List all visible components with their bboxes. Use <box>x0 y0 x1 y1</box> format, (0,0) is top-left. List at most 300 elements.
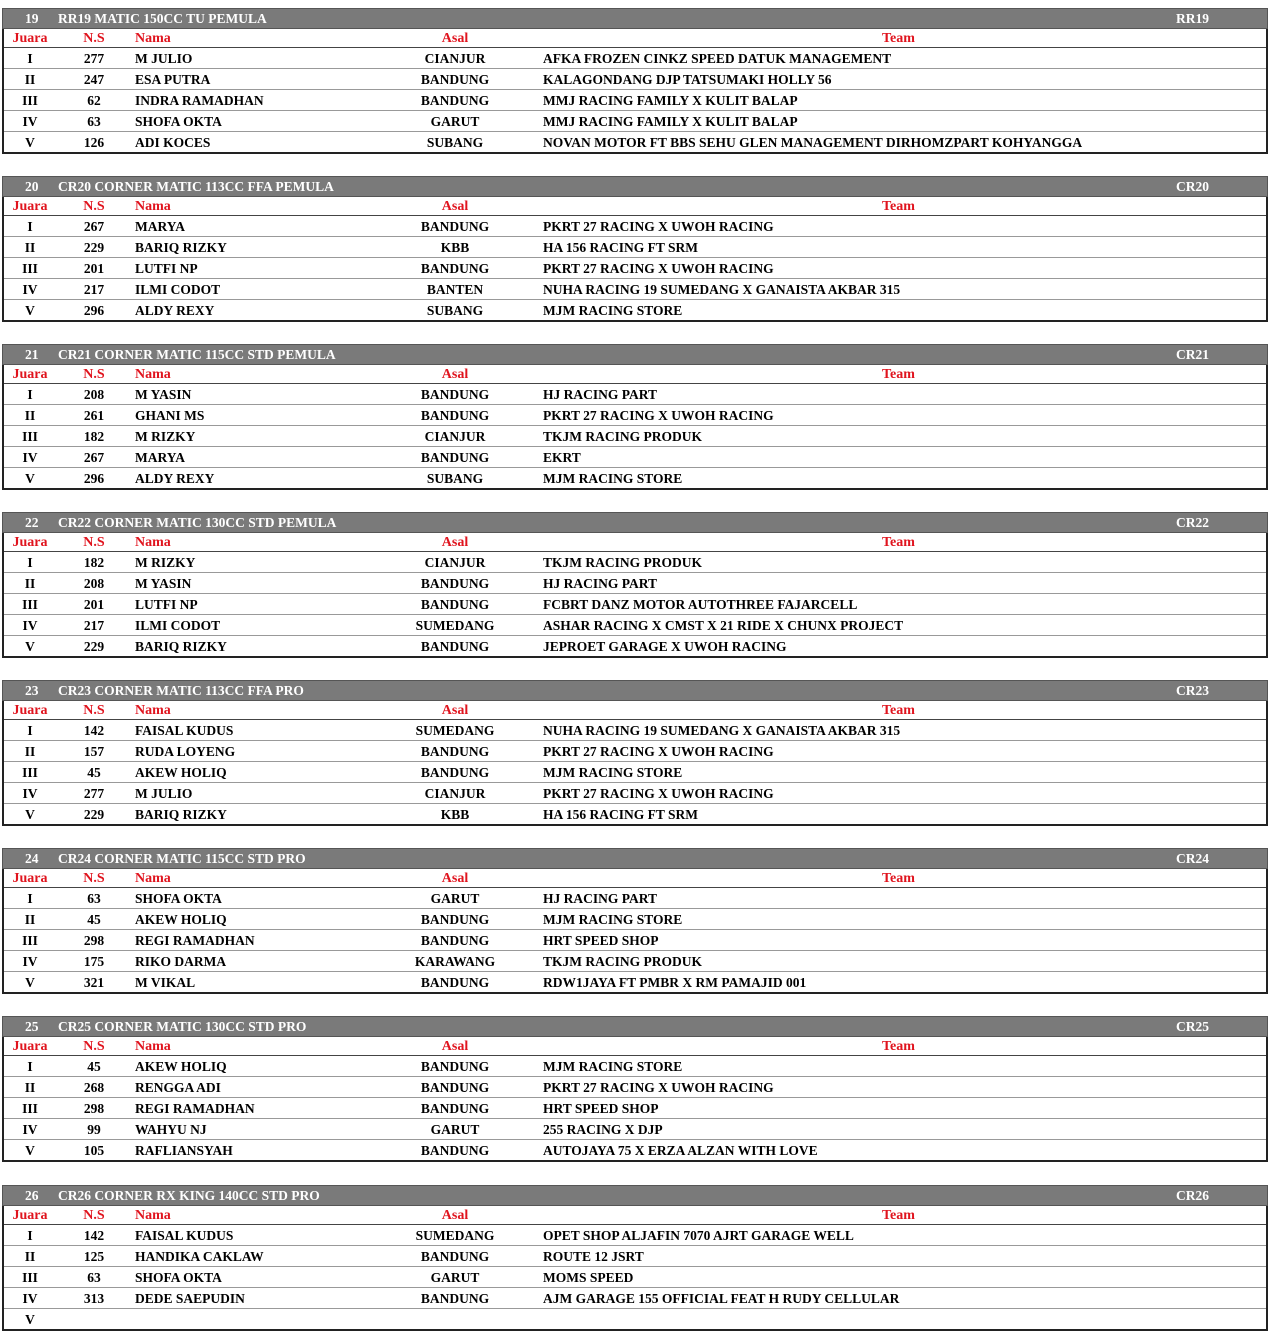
number-cell: 45 <box>87 1059 101 1074</box>
column-header-nama: Nama <box>135 1039 171 1054</box>
origin-cell: BANDUNG <box>420 219 490 234</box>
column-header-ns: N.S <box>83 367 105 382</box>
table-row <box>2 405 1268 426</box>
column-header-asal: Asal <box>441 31 469 46</box>
column-header-row <box>2 365 1268 384</box>
rider-name-cell: M JULIO <box>135 786 193 801</box>
origin-cell: CIANJUR <box>424 786 486 801</box>
number-cell: 261 <box>83 408 105 423</box>
table-row <box>2 1309 1268 1331</box>
number-cell: 277 <box>83 51 105 66</box>
column-header-asal: Asal <box>441 871 469 886</box>
table-row <box>2 216 1268 237</box>
origin-cell: BANDUNG <box>420 1249 490 1264</box>
rider-name-cell: WAHYU NJ <box>135 1122 207 1137</box>
class-number: 19 <box>25 11 39 26</box>
rank-cell: V <box>25 471 35 486</box>
rank-cell: III <box>22 1101 38 1116</box>
origin-cell: SUBANG <box>426 471 484 486</box>
rank-cell: V <box>25 1312 35 1327</box>
table-row <box>2 1098 1268 1119</box>
rank-cell: II <box>24 912 36 927</box>
team-cell: HRT SPEED SHOP <box>543 933 659 948</box>
rank-cell: IV <box>22 282 38 297</box>
number-cell: 142 <box>83 723 105 738</box>
team-cell: HRT SPEED SHOP <box>543 1101 659 1116</box>
rank-cell: V <box>25 303 35 318</box>
number-cell: 298 <box>83 933 105 948</box>
class-number: 22 <box>25 515 39 530</box>
rider-name-cell: ALDY REXY <box>135 303 215 318</box>
class-title-bar <box>2 8 1268 29</box>
origin-cell: GARUT <box>430 1122 480 1137</box>
rider-name-cell: ILMI CODOT <box>135 618 221 633</box>
column-header-ns: N.S <box>83 871 105 886</box>
team-cell: FCBRT DANZ MOTOR AUTOTHREE FAJARCELL <box>543 597 858 612</box>
number-cell: 229 <box>83 639 105 654</box>
table-row <box>2 783 1268 804</box>
team-cell: MJM RACING STORE <box>543 912 683 927</box>
column-header-nama: Nama <box>135 199 171 214</box>
origin-cell: BANDUNG <box>420 1080 490 1095</box>
table-row <box>2 1267 1268 1288</box>
rank-cell: IV <box>22 1122 38 1137</box>
column-header-row <box>2 701 1268 720</box>
column-header-nama: Nama <box>135 535 171 550</box>
rider-name-cell: FAISAL KUDUS <box>135 723 234 738</box>
origin-cell: BANDUNG <box>420 765 490 780</box>
table-row <box>2 90 1268 111</box>
rank-cell: I <box>27 51 33 66</box>
column-header-ns: N.S <box>83 199 105 214</box>
rider-name-cell: MARYA <box>135 219 186 234</box>
rider-name-cell: RAFLIANSYAH <box>135 1143 233 1158</box>
column-header-asal: Asal <box>441 1208 469 1223</box>
rank-cell: III <box>22 1270 38 1285</box>
rank-cell: III <box>22 597 38 612</box>
number-cell: 63 <box>87 891 101 906</box>
column-header-row <box>2 1037 1268 1056</box>
table-row <box>2 1119 1268 1140</box>
column-header-asal: Asal <box>441 367 469 382</box>
origin-cell: BANDUNG <box>420 744 490 759</box>
number-cell: 313 <box>83 1291 105 1306</box>
number-cell: 105 <box>83 1143 105 1158</box>
rider-name-cell: AKEW HOLIQ <box>135 912 227 927</box>
team-cell: AUTOJAYA 75 X ERZA ALZAN WITH LOVE <box>543 1143 818 1158</box>
table-row <box>2 1246 1268 1267</box>
class-title-bar <box>2 680 1268 701</box>
class-title-bar <box>2 344 1268 365</box>
number-cell: 268 <box>83 1080 105 1095</box>
rank-cell: I <box>27 387 33 402</box>
number-cell: 62 <box>87 93 101 108</box>
class-number: 25 <box>25 1019 39 1034</box>
number-cell: 157 <box>83 744 105 759</box>
class-title: CR25 CORNER MATIC 130CC STD PRO <box>58 1019 307 1034</box>
team-cell: TKJM RACING PRODUK <box>543 555 702 570</box>
class-number: 24 <box>25 851 39 866</box>
number-cell: 201 <box>83 261 105 276</box>
class-title-bar <box>2 1185 1268 1206</box>
table-row <box>2 615 1268 636</box>
rank-cell: I <box>27 1228 33 1243</box>
column-header-ns: N.S <box>83 1208 105 1223</box>
table-row <box>2 237 1268 258</box>
rider-name-cell: ADI KOCES <box>135 135 211 150</box>
rank-cell: II <box>24 1080 36 1095</box>
team-cell: OPET SHOP ALJAFIN 7070 AJRT GARAGE WELL <box>543 1228 854 1243</box>
rider-name-cell: REGI RAMADHAN <box>135 933 255 948</box>
origin-cell: GARUT <box>430 114 480 129</box>
class-title-bar <box>2 512 1268 533</box>
origin-cell: BANDUNG <box>420 408 490 423</box>
rider-name-cell: GHANI MS <box>135 408 205 423</box>
column-header-asal: Asal <box>441 199 469 214</box>
rider-name-cell: ESA PUTRA <box>135 72 211 87</box>
origin-cell: BANDUNG <box>420 450 490 465</box>
team-cell: PKRT 27 RACING X UWOH RACING <box>543 261 774 276</box>
origin-cell: BANDUNG <box>420 1291 490 1306</box>
table-row <box>2 258 1268 279</box>
column-header-team: Team <box>882 199 915 214</box>
class-number: 26 <box>25 1188 39 1203</box>
rider-name-cell: RUDA LOYENG <box>135 744 236 759</box>
table-row <box>2 573 1268 594</box>
column-header-asal: Asal <box>441 703 469 718</box>
rank-cell: V <box>25 975 35 990</box>
origin-cell: KARAWANG <box>414 954 496 969</box>
origin-cell: CIANJUR <box>424 555 486 570</box>
class-title: RR19 MATIC 150CC TU PEMULA <box>58 11 267 26</box>
rank-cell: II <box>24 1249 36 1264</box>
table-row <box>2 447 1268 468</box>
table-row <box>2 111 1268 132</box>
origin-cell: KBB <box>440 807 470 822</box>
team-cell: TKJM RACING PRODUK <box>543 429 702 444</box>
number-cell: 298 <box>83 1101 105 1116</box>
origin-cell: BANDUNG <box>420 1143 490 1158</box>
rank-cell: II <box>24 408 36 423</box>
team-cell: PKRT 27 RACING X UWOH RACING <box>543 1080 774 1095</box>
table-row <box>2 300 1268 322</box>
class-title: CR24 CORNER MATIC 115CC STD PRO <box>58 851 306 866</box>
rank-cell: I <box>27 891 33 906</box>
table-row <box>2 552 1268 573</box>
number-cell: 182 <box>83 555 105 570</box>
column-header-team: Team <box>882 1208 915 1223</box>
origin-cell: KBB <box>440 240 470 255</box>
column-header-row <box>2 29 1268 48</box>
team-cell: MMJ RACING FAMILY X KULIT BALAP <box>543 93 798 108</box>
team-cell: 255 RACING X DJP <box>543 1122 663 1137</box>
origin-cell: BANDUNG <box>420 1101 490 1116</box>
column-header-ns: N.S <box>83 1039 105 1054</box>
column-header-juara: Juara <box>12 1208 48 1223</box>
origin-cell: BANDUNG <box>420 387 490 402</box>
rider-name-cell: M VIKAL <box>135 975 196 990</box>
rider-name-cell: INDRA RAMADHAN <box>135 93 264 108</box>
column-header-juara: Juara <box>12 703 48 718</box>
team-cell: PKRT 27 RACING X UWOH RACING <box>543 786 774 801</box>
team-cell: PKRT 27 RACING X UWOH RACING <box>543 219 774 234</box>
table-row <box>2 888 1268 909</box>
table-row <box>2 720 1268 741</box>
rider-name-cell: RIKO DARMA <box>135 954 227 969</box>
team-cell: EKRT <box>543 450 581 465</box>
rank-cell: II <box>24 576 36 591</box>
team-cell: HJ RACING PART <box>543 891 658 906</box>
table-row <box>2 1077 1268 1098</box>
number-cell: 267 <box>83 219 105 234</box>
table-row <box>2 1288 1268 1309</box>
table-row <box>2 909 1268 930</box>
table-row <box>2 1056 1268 1077</box>
team-cell: HA 156 RACING FT SRM <box>543 240 699 255</box>
class-code: CR23 <box>1176 683 1209 698</box>
table-row <box>2 426 1268 447</box>
class-title-bar <box>2 176 1268 197</box>
column-header-juara: Juara <box>12 535 48 550</box>
column-header-asal: Asal <box>441 1039 469 1054</box>
class-number: 21 <box>25 347 39 362</box>
number-cell: 175 <box>83 954 105 969</box>
column-header-juara: Juara <box>12 31 48 46</box>
team-cell: ASHAR RACING X CMST X 21 RIDE X CHUNX PROJECT <box>543 618 904 633</box>
table-row <box>2 804 1268 826</box>
rider-name-cell: SHOFA OKTA <box>135 114 222 129</box>
origin-cell: CIANJUR <box>424 51 486 66</box>
rider-name-cell: M RIZKY <box>135 555 196 570</box>
column-header-juara: Juara <box>12 367 48 382</box>
team-cell: TKJM RACING PRODUK <box>543 954 702 969</box>
class-number: 23 <box>25 683 39 698</box>
team-cell: HA 156 RACING FT SRM <box>543 807 699 822</box>
rider-name-cell: M YASIN <box>135 387 192 402</box>
rider-name-cell: ILMI CODOT <box>135 282 221 297</box>
number-cell: 208 <box>83 576 105 591</box>
rank-cell: V <box>25 135 35 150</box>
rank-cell: V <box>25 807 35 822</box>
rider-name-cell: LUTFI NP <box>135 597 198 612</box>
number-cell: 126 <box>83 135 105 150</box>
origin-cell: BANDUNG <box>420 975 490 990</box>
class-title-bar <box>2 848 1268 869</box>
rank-cell: V <box>25 1143 35 1158</box>
number-cell: 296 <box>83 303 105 318</box>
team-cell: MJM RACING STORE <box>543 765 683 780</box>
origin-cell: BANDUNG <box>420 1059 490 1074</box>
team-cell: RDW1JAYA FT PMBR X RM PAMAJID 001 <box>543 975 807 990</box>
rider-name-cell: SHOFA OKTA <box>135 1270 222 1285</box>
table-row <box>2 741 1268 762</box>
table-row <box>2 279 1268 300</box>
team-cell: AFKA FROZEN CINKZ SPEED DATUK MANAGEMENT <box>543 51 892 66</box>
rank-cell: I <box>27 1059 33 1074</box>
table-row <box>2 48 1268 69</box>
class-title: CR22 CORNER MATIC 130CC STD PEMULA <box>58 515 337 530</box>
table-row <box>2 762 1268 783</box>
number-cell: 208 <box>83 387 105 402</box>
column-header-row <box>2 1206 1268 1225</box>
rider-name-cell: FAISAL KUDUS <box>135 1228 234 1243</box>
table-row <box>2 1225 1268 1246</box>
team-cell: MJM RACING STORE <box>543 471 683 486</box>
team-cell: PKRT 27 RACING X UWOH RACING <box>543 744 774 759</box>
number-cell: 63 <box>87 114 101 129</box>
rank-cell: II <box>24 744 36 759</box>
team-cell: MOMS SPEED <box>543 1270 634 1285</box>
rank-cell: IV <box>22 786 38 801</box>
rider-name-cell: AKEW HOLIQ <box>135 1059 227 1074</box>
rider-name-cell: AKEW HOLIQ <box>135 765 227 780</box>
rank-cell: I <box>27 723 33 738</box>
column-header-team: Team <box>882 1039 915 1054</box>
table-row <box>2 69 1268 90</box>
origin-cell: GARUT <box>430 891 480 906</box>
table-row <box>2 594 1268 615</box>
table-row <box>2 930 1268 951</box>
column-header-row <box>2 869 1268 888</box>
origin-cell: BANDUNG <box>420 576 490 591</box>
rank-cell: III <box>22 261 38 276</box>
column-header-team: Team <box>882 535 915 550</box>
rider-name-cell: MARYA <box>135 450 186 465</box>
column-header-nama: Nama <box>135 367 171 382</box>
rider-name-cell: BARIQ RIZKY <box>135 639 227 654</box>
origin-cell: BANDUNG <box>420 639 490 654</box>
rider-name-cell: DEDE SAEPUDIN <box>135 1291 245 1306</box>
team-cell: HJ RACING PART <box>543 387 658 402</box>
column-header-ns: N.S <box>83 535 105 550</box>
team-cell: HJ RACING PART <box>543 576 658 591</box>
number-cell: 321 <box>83 975 105 990</box>
column-header-team: Team <box>882 871 915 886</box>
rank-cell: IV <box>22 1291 38 1306</box>
rank-cell: III <box>22 933 38 948</box>
class-code: RR19 <box>1176 11 1209 26</box>
team-cell: NUHA RACING 19 SUMEDANG X GANAISTA AKBAR 315 <box>543 282 901 297</box>
rank-cell: IV <box>22 450 38 465</box>
number-cell: 217 <box>83 282 105 297</box>
origin-cell: CIANJUR <box>424 429 486 444</box>
number-cell: 296 <box>83 471 105 486</box>
number-cell: 45 <box>87 912 101 927</box>
class-number: 20 <box>25 179 39 194</box>
number-cell: 99 <box>87 1122 101 1137</box>
team-cell: AJM GARAGE 155 OFFICIAL FEAT H RUDY CELLULAR <box>543 1291 900 1306</box>
team-cell: NOVAN MOTOR FT BBS SEHU GLEN MANAGEMENT DIRHOMZPART KOHYANGGA <box>543 135 1083 150</box>
number-cell: 125 <box>83 1249 105 1264</box>
rider-name-cell: HANDIKA CAKLAW <box>135 1249 264 1264</box>
rank-cell: I <box>27 219 33 234</box>
class-code: CR22 <box>1176 515 1209 530</box>
rider-name-cell: M JULIO <box>135 51 193 66</box>
origin-cell: BANDUNG <box>420 597 490 612</box>
rider-name-cell: SHOFA OKTA <box>135 891 222 906</box>
origin-cell: GARUT <box>430 1270 480 1285</box>
rider-name-cell: RENGGA ADI <box>135 1080 221 1095</box>
number-cell: 142 <box>83 1228 105 1243</box>
class-title-bar <box>2 1016 1268 1037</box>
number-cell: 63 <box>87 1270 101 1285</box>
column-header-juara: Juara <box>12 199 48 214</box>
number-cell: 229 <box>83 807 105 822</box>
rank-cell: III <box>22 429 38 444</box>
team-cell: JEPROET GARAGE X UWOH RACING <box>543 639 787 654</box>
rider-name-cell: BARIQ RIZKY <box>135 807 227 822</box>
class-title: CR20 CORNER MATIC 113CC FFA PEMULA <box>58 179 334 194</box>
rank-cell: IV <box>22 114 38 129</box>
table-row <box>2 951 1268 972</box>
rider-name-cell: M RIZKY <box>135 429 196 444</box>
column-header-team: Team <box>882 703 915 718</box>
table-row <box>2 636 1268 658</box>
number-cell: 45 <box>87 765 101 780</box>
number-cell: 247 <box>83 72 105 87</box>
team-cell: KALAGONDANG DJP TATSUMAKI HOLLY 56 <box>543 72 832 87</box>
column-header-ns: N.S <box>83 31 105 46</box>
number-cell: 201 <box>83 597 105 612</box>
rider-name-cell: REGI RAMADHAN <box>135 1101 255 1116</box>
number-cell: 229 <box>83 240 105 255</box>
class-code: CR21 <box>1176 347 1209 362</box>
origin-cell: BANDUNG <box>420 261 490 276</box>
rank-cell: V <box>25 639 35 654</box>
table-row <box>2 468 1268 490</box>
column-header-team: Team <box>882 367 915 382</box>
origin-cell: SUMEDANG <box>415 1228 495 1243</box>
rank-cell: II <box>24 240 36 255</box>
origin-cell: BANTEN <box>426 282 484 297</box>
column-header-juara: Juara <box>12 871 48 886</box>
column-header-nama: Nama <box>135 31 171 46</box>
origin-cell: BANDUNG <box>420 933 490 948</box>
column-header-team: Team <box>882 31 915 46</box>
number-cell: 277 <box>83 786 105 801</box>
rank-cell: II <box>24 72 36 87</box>
team-cell: MJM RACING STORE <box>543 303 683 318</box>
rank-cell: IV <box>22 954 38 969</box>
column-header-row <box>2 197 1268 216</box>
column-header-nama: Nama <box>135 871 171 886</box>
class-code: CR25 <box>1176 1019 1209 1034</box>
rider-name-cell: ALDY REXY <box>135 471 215 486</box>
origin-cell: BANDUNG <box>420 72 490 87</box>
column-header-asal: Asal <box>441 535 469 550</box>
column-header-juara: Juara <box>12 1039 48 1054</box>
rider-name-cell: M YASIN <box>135 576 192 591</box>
class-title: CR23 CORNER MATIC 113CC FFA PRO <box>58 683 304 698</box>
team-cell: PKRT 27 RACING X UWOH RACING <box>543 408 774 423</box>
table-row <box>2 384 1268 405</box>
team-cell: NUHA RACING 19 SUMEDANG X GANAISTA AKBAR 315 <box>543 723 901 738</box>
origin-cell: SUBANG <box>426 303 484 318</box>
rider-name-cell: LUTFI NP <box>135 261 198 276</box>
column-header-nama: Nama <box>135 1208 171 1223</box>
team-cell: ROUTE 12 JSRT <box>543 1249 644 1264</box>
column-header-row <box>2 533 1268 552</box>
number-cell: 217 <box>83 618 105 633</box>
rank-cell: III <box>22 765 38 780</box>
origin-cell: BANDUNG <box>420 912 490 927</box>
team-cell: MJM RACING STORE <box>543 1059 683 1074</box>
rank-cell: III <box>22 93 38 108</box>
origin-cell: SUMEDANG <box>415 618 495 633</box>
class-code: CR24 <box>1176 851 1209 866</box>
table-row <box>2 972 1268 994</box>
rank-cell: I <box>27 555 33 570</box>
